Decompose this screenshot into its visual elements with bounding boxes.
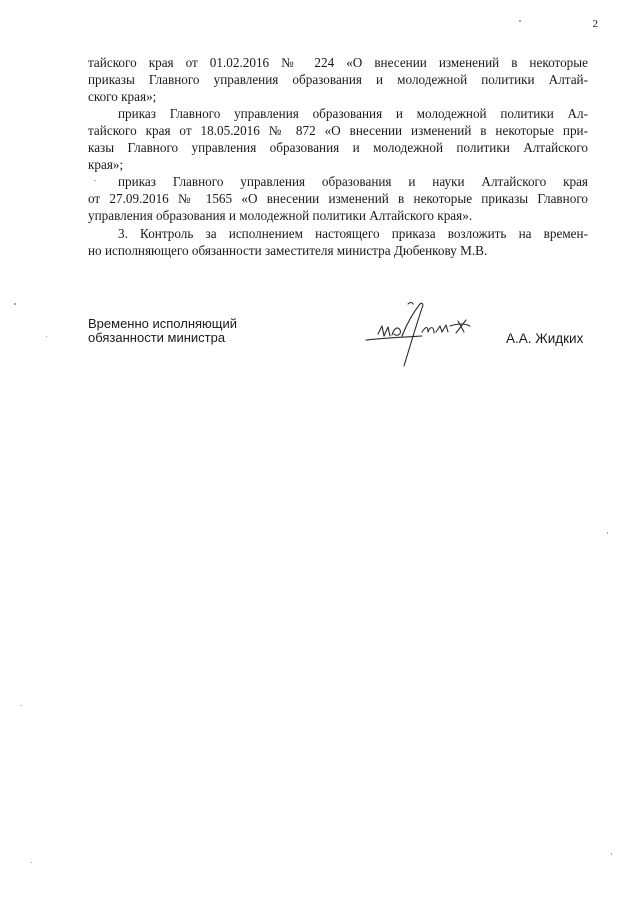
body-line: 3. Контроль за исполнением настоящего приказа возложить на времен- xyxy=(118,226,588,241)
handwritten-signature xyxy=(364,296,494,370)
body-line: но исполняющего обязанности заместителя министра Дюбенкову М.В. xyxy=(88,243,488,258)
signatory-position xyxy=(88,317,237,345)
scan-speck xyxy=(94,180,96,181)
body-line: приказы Главного управления образования и молодежной политики Алтай- xyxy=(88,72,588,87)
scan-speck xyxy=(14,303,16,305)
body-line: приказ Главного управления образования и науки Алтайского края xyxy=(118,174,588,189)
signatory-name: А.А. Жидких xyxy=(506,331,584,346)
page-number: 2 xyxy=(592,18,598,30)
signatory-position-line2: обязанности министра xyxy=(88,330,226,345)
scan-speck xyxy=(519,20,521,22)
body-line: от 27.09.2016 № 1565 «О внесении изменений в некоторые приказы Главного xyxy=(88,191,588,206)
body-line: казы Главного управления образования и молодежной политики Алтайского xyxy=(88,140,588,155)
signatory-position-line1: Временно исполняющий xyxy=(88,316,238,331)
scan-speck xyxy=(21,705,22,706)
scan-speck xyxy=(31,862,32,863)
scan-speck xyxy=(607,532,608,534)
body-line: тайского края от 01.02.2016 № 224 «О внесении изменений в некоторые xyxy=(88,55,588,70)
body-line: приказ Главного управления образования и молодежной политики Ал- xyxy=(118,106,588,121)
body-line: тайского края от 18.05.2016 № 872 «О внесении изменений в некоторые при- xyxy=(88,123,588,138)
body-line: управления образования и молодежной политики Алтайского края». xyxy=(88,208,473,223)
scan-speck xyxy=(46,336,47,337)
body-line: ского края»; xyxy=(88,89,157,104)
scan-speck xyxy=(611,853,612,855)
body-line: края»; xyxy=(88,157,124,172)
